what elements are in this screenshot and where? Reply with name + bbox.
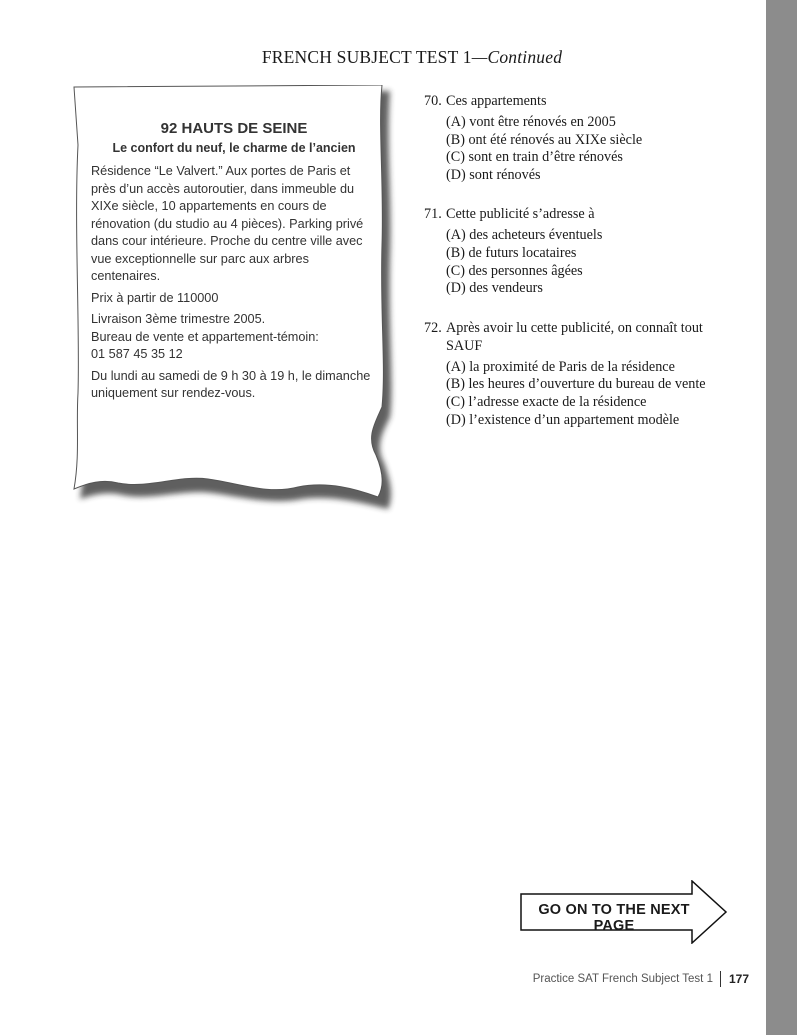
answer-option-b: (B) de futurs locataires xyxy=(446,244,577,261)
answer-option-b: (B) les heures d’ouverture du bureau de vente xyxy=(446,376,706,393)
ad-phone: 01 587 45 35 12 xyxy=(91,347,183,361)
answer-option-c: (C) l’adresse exacte de la résidence xyxy=(446,393,647,410)
go-on-label: GO ON TO THE NEXT PAGE xyxy=(538,902,690,934)
ad-price: Prix à partir de 110000 xyxy=(91,290,219,305)
page-title xyxy=(0,47,797,68)
question-stem: Après avoir lu cette publicité, on connaît tout SAUF xyxy=(446,319,703,354)
footer-text: Practice SAT French Subject Test 1 xyxy=(532,973,713,985)
answer-option-a: (A) vont être rénovés en 2005 xyxy=(446,114,616,130)
answer-option-b: (B) ont été rénovés au XIXe siècle xyxy=(446,131,643,148)
answer-option-d: (D) des vendeurs xyxy=(446,280,543,297)
ad-subtitle: Le confort du neuf, le charme de l’ancien xyxy=(112,141,356,155)
question-72 xyxy=(424,319,754,429)
advertisement xyxy=(72,85,402,515)
ad-hours: Du lundi au samedi de 9 h 30 à 19 h, le dimanche uniquement sur rendez-vous. xyxy=(91,368,371,400)
footer-divider xyxy=(720,971,721,987)
answer-option-d: (D) l’existence d’un appartement modèle xyxy=(446,411,680,428)
answer-option-c: (C) des personnes âgées xyxy=(446,262,583,279)
question-number: 70. xyxy=(424,93,442,109)
answer-option-a: (A) des acheteurs éventuels xyxy=(446,227,603,244)
page-title-continued: —Continued xyxy=(471,47,563,67)
go-on-next-page xyxy=(520,880,730,944)
question-71 xyxy=(424,205,754,297)
answer-option-a: (A) la proximité de Paris de la résidence xyxy=(446,358,675,375)
question-70 xyxy=(424,92,754,184)
answer-option-d: (D) sont rénovés xyxy=(446,166,541,183)
questions-list xyxy=(424,92,754,450)
ad-sales-office: Bureau de vente et appartement-témoin: xyxy=(91,329,319,344)
question-stem: Cette publicité s’adresse à xyxy=(446,206,595,223)
question-number: 71. xyxy=(424,206,442,223)
ad-title: 92 HAUTS DE SEINE xyxy=(160,120,308,137)
page-title-main: FRENCH SUBJECT TEST 1 xyxy=(261,47,472,67)
ad-paragraph: Résidence “Le Valvert.” Aux portes de Paris et près d’un accès autoroutier, dans immeuble du XIXe siècle, 10 appartements en cours de rénovation (du studio au 4 pièces). Parking privé dans cour intérieure. Proche du centre ville avec vue exceptionnelle sur parc aux arbres centenaires. xyxy=(91,164,364,283)
side-bar xyxy=(766,0,797,1035)
ad-delivery: Livraison 3ème trimestre 2005. xyxy=(91,312,266,326)
question-number: 72. xyxy=(424,319,442,336)
answer-option-c: (C) sont en train d’être rénovés xyxy=(446,149,623,166)
page-footer xyxy=(533,971,749,987)
page-number: 177 xyxy=(728,972,749,986)
question-stem: Ces appartements xyxy=(446,93,547,109)
